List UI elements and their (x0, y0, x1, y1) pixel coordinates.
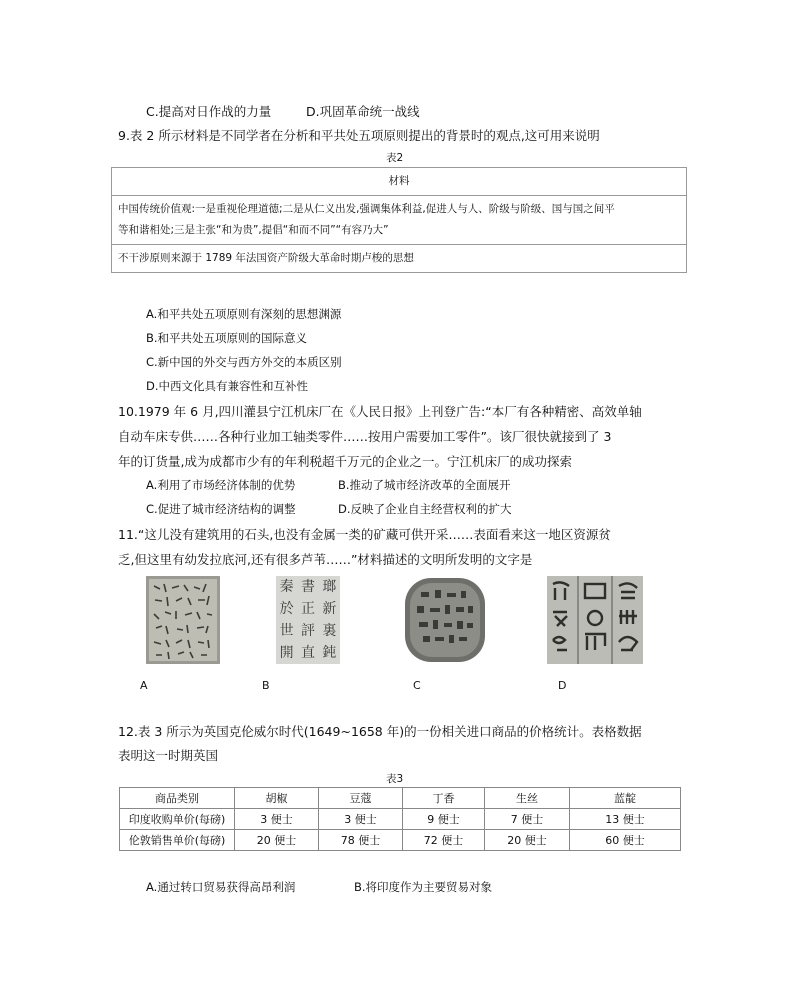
image-d-hieroglyphs (547, 576, 643, 664)
q8-option-d: D.巩固革命统一战线 (306, 104, 420, 119)
table-cell: 印度收购单价(每磅) (120, 809, 235, 830)
q9-option-a: A.和平共处五项原则有深刻的思想渊源 (146, 307, 342, 321)
table-cell: 3 便士 (235, 809, 319, 830)
table-header-cell: 商品类别 (120, 788, 235, 809)
q11-line2: 乏,但这里有幼发拉底河,还有很多芦苇……”材料描述的文明所发明的文字是 (118, 552, 533, 567)
table-row (120, 809, 681, 830)
q10-option-a: A.利用了市场经济体制的优势 (146, 478, 296, 492)
q11-line1: 11.“这儿没有建筑用的石头,也没有金属一类的矿藏可供开采……表面看来这一地区资源贫 (118, 527, 611, 542)
material-table-row (112, 195, 686, 244)
glyph: 瑯 (322, 579, 337, 595)
glyph: 於 (279, 601, 294, 617)
option-label-a: A (140, 679, 148, 692)
glyph: 書 (300, 579, 315, 595)
q10-option-d: D.反映了企业自主经营权利的扩大 (338, 502, 512, 516)
glyph: 鈍 (322, 645, 337, 661)
q12-line2: 表明这一时期英国 (118, 748, 219, 763)
option-label-c: C (413, 679, 421, 692)
glyph: 開 (279, 645, 294, 661)
q9-option-c: C.新中国的外交与西方外交的本质区别 (146, 355, 342, 369)
table-cell: 72 便士 (403, 830, 485, 851)
glyph: 評 (300, 623, 315, 639)
table-cell: 7 便士 (485, 809, 570, 830)
option-label-b: B (262, 679, 270, 692)
material-table-header: 材料 (388, 175, 410, 187)
table-header-cell: 生丝 (485, 788, 570, 809)
table-row (120, 830, 681, 851)
inscription-rubbing-icon (146, 576, 220, 664)
table-header-cell: 丁香 (403, 788, 485, 809)
image-b-seal-script (276, 576, 340, 664)
q9-table-title: 表2 (386, 152, 404, 164)
q12-option-a: A.通过转口贸易获得高昂利润 (146, 880, 296, 894)
table-header-cell: 蓝靛 (570, 788, 681, 809)
table-cell: 60 便士 (570, 830, 681, 851)
price-table (119, 787, 681, 851)
glyph: 秦 (279, 579, 294, 595)
q9-option-b: B.和平共处五项原则的国际意义 (146, 331, 308, 345)
q9-stem: 9.表 2 所示材料是不同学者在分析和平共处五项原则提出的背景时的观点,这可用来说明 (118, 128, 600, 143)
table-header-cell: 豆蔻 (319, 788, 403, 809)
table-cell: 20 便士 (235, 830, 319, 851)
table-cell: 20 便士 (485, 830, 570, 851)
q10-line2: 自动车床专供……各种行业加工轴类零件……按用户需要加工零件”。该厂很快就接到了 3 (118, 429, 612, 444)
q12-option-b: B.将印度作为主要贸易对象 (354, 880, 493, 894)
glyph: 正 (300, 601, 315, 617)
image-c-clay-tablet (401, 576, 489, 664)
material-table-row: 不干涉原则来源于 1789 年法国资产阶级大革命时期卢梭的思想 (112, 244, 686, 272)
q8-option-c: C.提高对日作战的力量 (146, 104, 272, 119)
q10-option-c: C.促进了城市经济结构的调整 (146, 502, 296, 516)
q9-option-d: D.中西文化具有兼容性和互补性 (146, 379, 309, 393)
table-cell: 3 便士 (319, 809, 403, 830)
table-header-cell: 胡椒 (235, 788, 319, 809)
q10-option-b: B.推动了城市经济改革的全面展开 (338, 478, 511, 492)
q12-table-title: 表3 (386, 773, 404, 785)
table-cell: 78 便士 (319, 830, 403, 851)
material-row1-line2: 等和谐相处;三是主张“和为贵”,提倡“和而不同”“有容乃大” (118, 224, 389, 236)
clay-tablet-icon (401, 576, 489, 664)
table-cell: 9 便士 (403, 809, 485, 830)
table-cell: 伦敦销售单价(每磅) (120, 830, 235, 851)
option-label-d: D (558, 679, 567, 692)
table-header-row (120, 788, 681, 809)
glyph: 直 (300, 645, 315, 661)
material-table (111, 167, 687, 273)
q10-line3: 年的订货量,成为成都市少有的年利税超千万元的企业之一。宁江机床厂的成功探索 (118, 454, 572, 469)
image-a-inscription (146, 576, 220, 664)
hieroglyphs-icon (547, 576, 643, 664)
glyph: 世 (279, 623, 294, 639)
glyph: 裏 (322, 623, 337, 639)
material-row1-line1: 中国传统价值观:一是重视伦理道德;二是从仁义出发,强调集体利益,促进人与人、阶级与阶级、国与国之间平 (118, 203, 615, 215)
glyph: 新 (322, 601, 337, 617)
table-cell: 13 便士 (570, 809, 681, 830)
q12-line1: 12.表 3 所示为英国克伦威尔时代(1649~1658 年)的一份相关进口商品的价格统计。表格数据 (118, 724, 642, 739)
q10-line1: 10.1979 年 6 月,四川灌县宁江机床厂在《人民日报》上刊登广告:“本厂有各种精密、高效单轴 (118, 404, 642, 419)
